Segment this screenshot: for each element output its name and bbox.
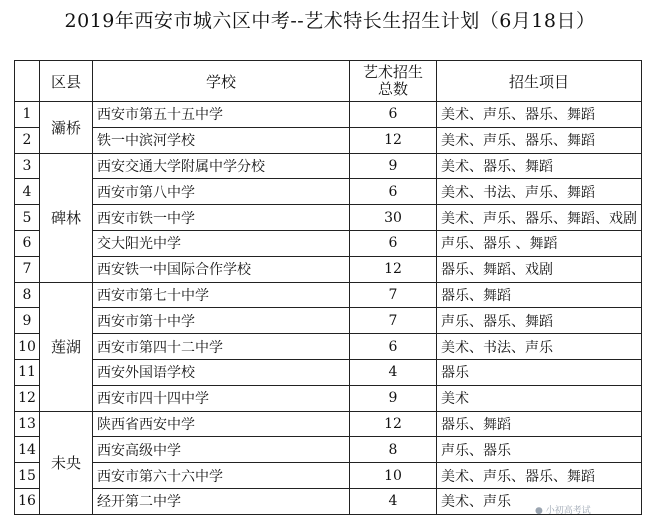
- count-cell: 12: [350, 256, 437, 282]
- items-cell: 声乐、器乐、舞蹈: [437, 308, 642, 334]
- table-row: [15, 127, 642, 153]
- header-district: 区县: [40, 61, 93, 102]
- enrollment-table: [14, 60, 642, 515]
- header-count-line1: 艺术招生: [362, 63, 423, 81]
- row-number: 5: [15, 205, 40, 231]
- table-row: [15, 385, 642, 411]
- school-cell: 西安市四十四中学: [93, 385, 350, 411]
- district-cell: 碑林: [40, 153, 93, 282]
- count-cell: 7: [350, 308, 437, 334]
- district-cell: 莲湖: [40, 282, 93, 411]
- table-row: [15, 205, 642, 231]
- school-cell: 西安交通大学附属中学分校: [93, 153, 350, 179]
- header-count: [350, 61, 437, 102]
- school-cell: 西安市第十中学: [93, 308, 350, 334]
- page-title: 2019年西安市城六区中考--艺术特长生招生计划（6月18日）: [64, 10, 596, 32]
- items-cell: 器乐、舞蹈: [437, 282, 642, 308]
- count-cell: 6: [350, 179, 437, 205]
- header-number: [15, 61, 40, 102]
- items-cell: 美术、器乐、舞蹈: [437, 153, 642, 179]
- row-number: 7: [15, 256, 40, 282]
- items-cell: 美术、声乐、器乐、舞蹈、戏剧: [437, 205, 642, 231]
- row-number: 12: [15, 385, 40, 411]
- count-cell: 9: [350, 153, 437, 179]
- count-cell: 4: [350, 359, 437, 385]
- items-cell: 声乐、器乐: [437, 437, 642, 463]
- row-number: 14: [15, 437, 40, 463]
- row-number: 16: [15, 488, 40, 514]
- table-row: [15, 437, 642, 463]
- count-cell: 7: [350, 282, 437, 308]
- row-number: 10: [15, 334, 40, 360]
- school-cell: 西安铁一中国际合作学校: [93, 256, 350, 282]
- school-cell: 西安市第六十六中学: [93, 463, 350, 489]
- count-cell: 6: [350, 102, 437, 128]
- table-row: [15, 308, 642, 334]
- row-number: 15: [15, 463, 40, 489]
- items-cell: 器乐、舞蹈、戏剧: [437, 256, 642, 282]
- school-cell: 西安市第八中学: [93, 179, 350, 205]
- school-cell: 西安市铁一中学: [93, 205, 350, 231]
- row-number: 3: [15, 153, 40, 179]
- items-cell: 美术、书法、声乐: [437, 334, 642, 360]
- header-school: 学校: [93, 61, 350, 102]
- school-cell: 西安市第五十五中学: [93, 102, 350, 128]
- school-cell: 交大阳光中学: [93, 230, 350, 256]
- items-cell: 美术、声乐、器乐、舞蹈: [437, 127, 642, 153]
- items-cell: 声乐、器乐 、舞蹈: [437, 230, 642, 256]
- table-row: [15, 102, 642, 128]
- items-cell: 美术、书法、声乐、舞蹈: [437, 179, 642, 205]
- table-row: [15, 230, 642, 256]
- row-number: 4: [15, 179, 40, 205]
- school-cell: 经开第二中学: [93, 488, 350, 514]
- table-row: [15, 463, 642, 489]
- school-cell: 西安市第四十二中学: [93, 334, 350, 360]
- table-row: [15, 359, 642, 385]
- school-cell: 铁一中滨河学校: [93, 127, 350, 153]
- school-cell: 西安外国语学校: [93, 359, 350, 385]
- count-cell: 8: [350, 437, 437, 463]
- school-cell: 西安高级中学: [93, 437, 350, 463]
- table-row: [15, 334, 642, 360]
- row-number: 9: [15, 308, 40, 334]
- school-cell: 陕西省西安中学: [93, 411, 350, 437]
- count-cell: 30: [350, 205, 437, 231]
- header-items: 招生项目: [437, 61, 642, 102]
- table-row: [15, 153, 642, 179]
- items-cell: 美术: [437, 385, 642, 411]
- table-row: [15, 256, 642, 282]
- count-cell: 12: [350, 411, 437, 437]
- district-cell: 未央: [40, 411, 93, 514]
- district-cell: 灞桥: [40, 102, 93, 154]
- school-cell: 西安市第七十中学: [93, 282, 350, 308]
- row-number: 13: [15, 411, 40, 437]
- header-count-line2: 总数: [377, 80, 408, 98]
- row-number: 11: [15, 359, 40, 385]
- items-cell: 美术、声乐: [437, 488, 642, 514]
- items-cell: 器乐: [437, 359, 642, 385]
- count-cell: 6: [350, 334, 437, 360]
- table-row: [15, 411, 642, 437]
- table-row: [15, 282, 642, 308]
- count-cell: 6: [350, 230, 437, 256]
- count-cell: 10: [350, 463, 437, 489]
- count-cell: 12: [350, 127, 437, 153]
- items-cell: 器乐、舞蹈: [437, 411, 642, 437]
- count-cell: 9: [350, 385, 437, 411]
- table-header-row: [15, 61, 642, 102]
- count-cell: 4: [350, 488, 437, 514]
- row-number: 2: [15, 127, 40, 153]
- items-cell: 美术、声乐、器乐、舞蹈: [437, 102, 642, 128]
- row-number: 1: [15, 102, 40, 128]
- row-number: 6: [15, 230, 40, 256]
- row-number: 8: [15, 282, 40, 308]
- watermark: ● 小初高考试: [535, 506, 591, 516]
- items-cell: 美术、声乐、器乐、舞蹈: [437, 463, 642, 489]
- table-row: [15, 179, 642, 205]
